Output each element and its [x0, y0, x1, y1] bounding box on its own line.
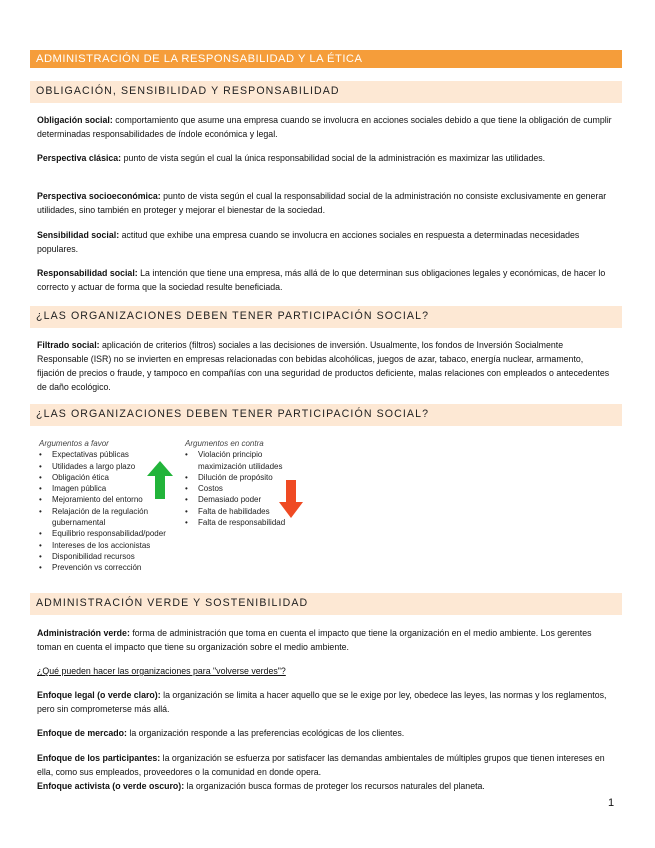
main-title: ADMINISTRACIÓN DE LA RESPONSABILIDAD Y LA ÉTICA [36, 53, 363, 65]
args-favor-list [39, 438, 184, 574]
arrow-down-icon [279, 480, 303, 518]
section-header-participacion-1 [30, 306, 622, 328]
def-admin-verde [37, 626, 612, 654]
list-item: • Falta de responsabilidad [185, 517, 305, 528]
definition: la organización se esfuerza por satisfacer las demandas ambientales de múltiples grupos que tienen intereses en ella, como sus empleados, proveedores o la comunidad en donde opera. [37, 753, 605, 777]
question-volverse-verdes: ¿Qué pueden hacer las organizaciones para "volverse verdes"? [37, 666, 286, 676]
term: Enfoque de mercado: [37, 728, 127, 738]
section-title: ADMINISTRACIÓN VERDE Y SOSTENIBILIDAD [36, 597, 309, 609]
def-clasica [37, 151, 612, 165]
section-header-participacion-2 [30, 404, 622, 426]
list-item: • Equilibrio responsabilidad/poder [39, 528, 184, 539]
args-favor-header: Argumentos a favor [39, 439, 109, 448]
list-item: • Intereses de los accionistas [39, 540, 184, 551]
arrow-up-icon [147, 461, 173, 499]
def-enfoque-participantes [37, 751, 612, 779]
definition: punto de vista según el cual la responsabilidad social de la administración no consiste exclusivamente en generar utilidades, sino también en proteger y mejorar el bienestar de la sociedad. [37, 191, 607, 215]
definition: la organización se limita a hacer aquello que se le exige por ley, obedece las leyes, las normas y los reglamentos, pero sin comprometerse más allá. [37, 690, 607, 714]
definition: forma de administración que toma en cuenta el impacto que tiene la organización en el medio ambiente. Los gerentes toman en cuenta el impacto que tiene su organización sobre el medio ambiente. [37, 628, 592, 652]
def-sensibilidad [37, 228, 612, 256]
list-item: • Utilidades a largo plazo [39, 461, 184, 472]
definition: comportamiento que asume una empresa cuando se involucra en acciones sociales debido a que tiene la obligación de cumplir determinadas responsabilidades de índole económica y legal. [37, 115, 612, 139]
list-item: • Disponibilidad recursos [39, 551, 184, 562]
term: Perspectiva clásica: [37, 153, 122, 163]
definition: punto de vista según el cual la única responsabilidad social de la administración es maximizar las utilidades. [121, 153, 546, 163]
section-title: ¿LAS ORGANIZACIONES DEBEN TENER PARTICIPACIÓN SOCIAL? [36, 408, 430, 420]
main-title-banner [30, 50, 622, 68]
list-item: • Obligación ética [39, 472, 184, 483]
definition: aplicación de criterios (filtros) sociales a las decisiones de inversión. Usualmente, los fondos de Inversión Socialmente Responsable (ISR) no se invierten en empresas relacionadas con bebidas alcohólicas, juegos de azar, tabaco, energía nuclear, armamento, fijación de precios o fraude, y tampoco en compañías con una seguridad de productos deficiente, malas relaciones con empleados o antecedentes de daño ecológico. [37, 340, 610, 392]
definition: la organización responde a las preferencias ecológicas de los clientes. [126, 728, 405, 738]
def-filtrado [37, 338, 612, 394]
list-item: • Mejoramiento del entorno [39, 494, 184, 505]
term: Administración verde: [37, 628, 130, 638]
section-title: OBLIGACIÓN, SENSIBILIDAD Y RESPONSABILIDAD [36, 85, 340, 97]
term: Enfoque activista (o verde oscuro): [37, 781, 185, 791]
def-socioeconomica [37, 189, 612, 217]
definition: actitud que exhibe una empresa cuando se involucra en acciones sociales en respuesta a determinadas necesidades populares. [37, 230, 580, 254]
def-obligacion [37, 113, 612, 141]
term: Responsabilidad social: [37, 268, 138, 278]
term: Perspectiva socioeconómica: [37, 191, 161, 201]
list-item: • Violación principio maximización utilidades [185, 449, 298, 472]
term: Enfoque legal (o verde claro): [37, 690, 161, 700]
term: Obligación social: [37, 115, 113, 125]
list-item: • Dilución de propósito [185, 472, 305, 483]
list-item: • Demasiado poder [185, 494, 305, 505]
section-header-obligacion [30, 81, 622, 103]
def-enfoque-activista [37, 779, 612, 793]
list-item: • Expectativas públicas [39, 449, 184, 460]
section-header-verde [30, 593, 622, 615]
term: Enfoque de los participantes: [37, 753, 161, 763]
list-item: • Prevención vs corrección [39, 562, 184, 573]
list-item: • Falta de habilidades [185, 506, 305, 517]
term: Filtrado social: [37, 340, 100, 350]
def-enfoque-mercado [37, 726, 612, 740]
section-title: ¿LAS ORGANIZACIONES DEBEN TENER PARTICIPACIÓN SOCIAL? [36, 310, 430, 322]
def-enfoque-legal [37, 688, 612, 716]
term: Sensibilidad social: [37, 230, 120, 240]
definition: La intención que tiene una empresa, más allá de lo que determinan sus obligaciones legales y económicas, de hacer lo correcto y actuar de forma que la sociedad resulte beneficiada. [37, 268, 606, 292]
list-item: • Relajación de la regulación gubernamental [39, 506, 164, 529]
list-item: • Imagen pública [39, 483, 184, 494]
list-item: • Costos [185, 483, 305, 494]
args-contra-header: Argumentos en contra [185, 439, 264, 448]
page-number: 1 [608, 797, 615, 809]
definition: la organización busca formas de proteger los recursos naturales del planeta. [184, 781, 485, 791]
def-responsabilidad [37, 266, 612, 294]
